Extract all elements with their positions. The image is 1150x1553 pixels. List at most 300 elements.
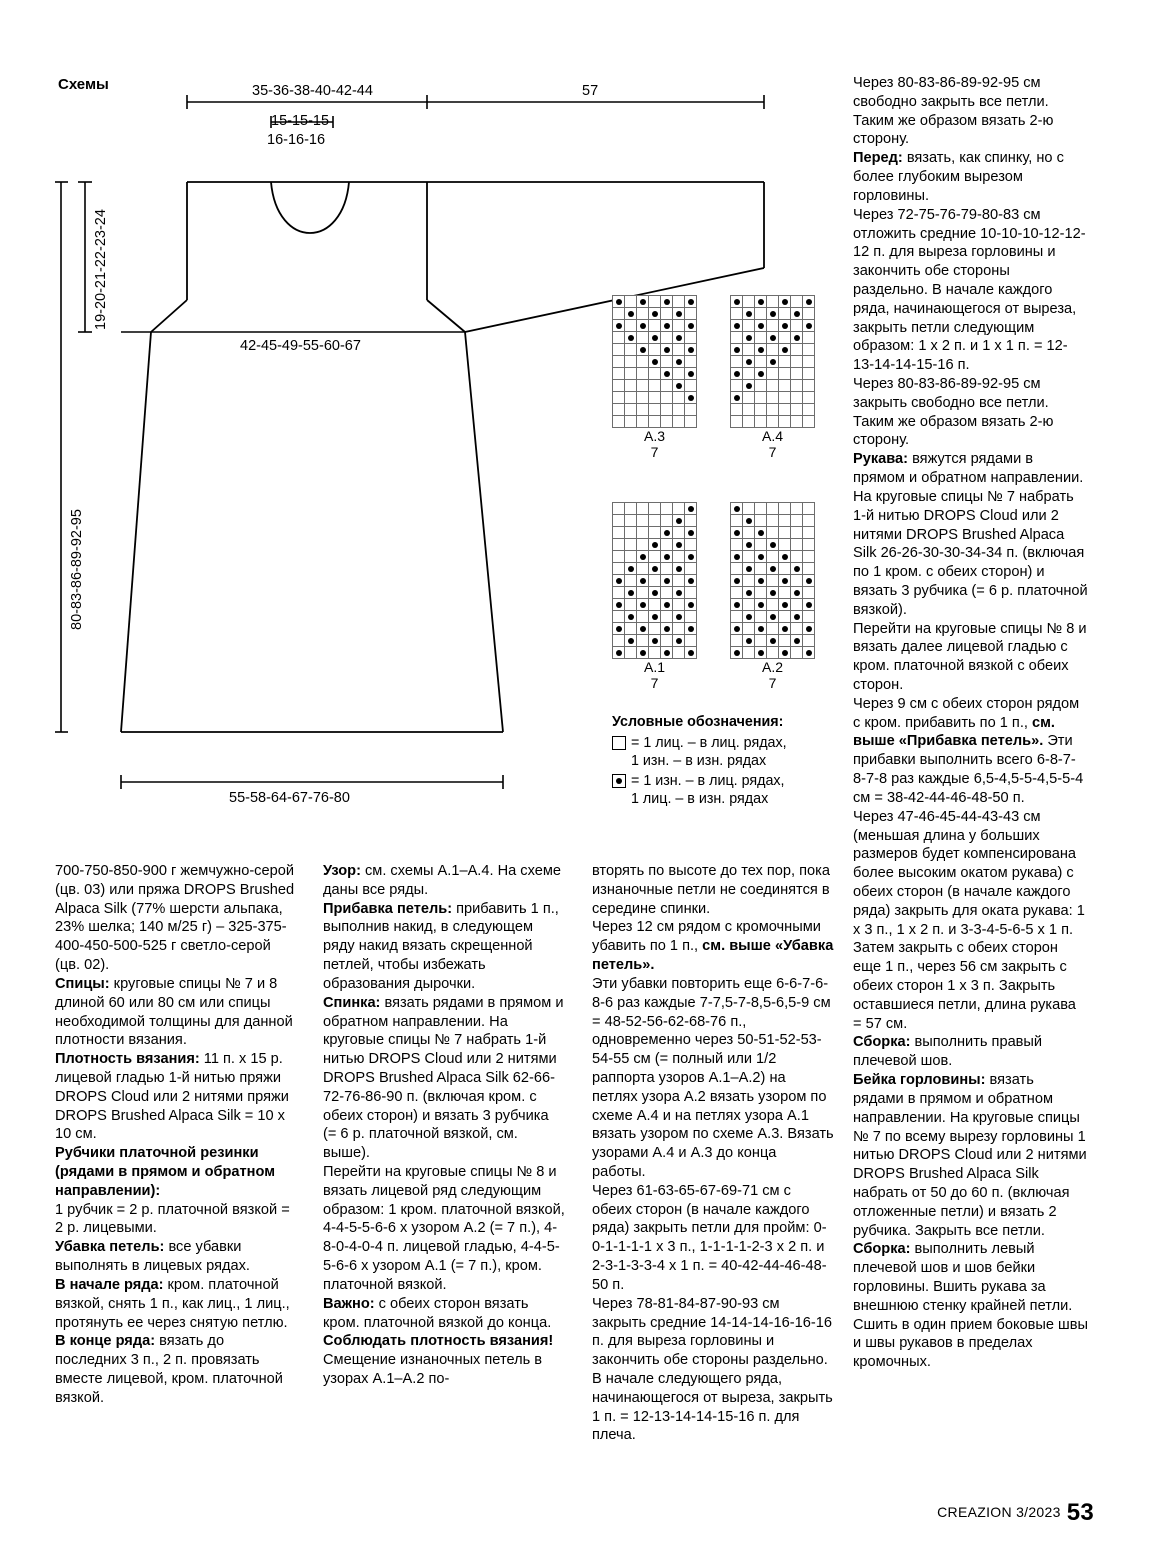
purl-cell (731, 344, 743, 356)
purl-cell (637, 320, 649, 332)
knit-cell (649, 599, 661, 611)
purl-dot-icon (770, 566, 776, 572)
purl-cell (731, 575, 743, 587)
purl-dot-icon (640, 323, 646, 329)
right-para-sborka2 (853, 1240, 1088, 1372)
chart-repeat-count: 7 (768, 674, 777, 691)
purl-dot-icon (794, 311, 800, 317)
knit-cell (731, 416, 743, 428)
knit-cell (685, 587, 697, 599)
chart-row (613, 563, 697, 575)
knit-cell (613, 380, 625, 392)
knit-cell (755, 587, 767, 599)
knit-cell (625, 356, 637, 368)
purl-dot-icon (664, 626, 670, 632)
purl-dot-icon (746, 590, 752, 596)
purl-cell (661, 344, 673, 356)
col1-para-ribs (55, 1144, 297, 1200)
purl-cell (755, 551, 767, 563)
purl-dot-icon (794, 638, 800, 644)
knit-cell (625, 599, 637, 611)
col1-label-decrease: Убавка петель: (55, 1239, 165, 1256)
purl-cell (743, 308, 755, 320)
right-text-rukava: вяжутся рядами в прямом и обратном направлении. (853, 451, 1084, 487)
knit-cell (779, 635, 791, 647)
purl-cell (673, 380, 685, 392)
knit-cell (637, 368, 649, 380)
purl-dot-icon (676, 638, 682, 644)
purl-cell (767, 563, 779, 575)
purl-dot-icon (616, 650, 622, 656)
purl-cell (649, 635, 661, 647)
chart-row (613, 368, 697, 380)
chart-grid-a4 (730, 295, 815, 428)
right-label-sborka1: Сборка: (853, 1034, 911, 1051)
purl-dot-icon (758, 554, 764, 560)
knit-cell (613, 551, 625, 563)
knit-cell (743, 623, 755, 635)
knit-cell (661, 356, 673, 368)
knit-cell (791, 416, 803, 428)
purl-cell (649, 308, 661, 320)
knit-cell (637, 539, 649, 551)
instructions-bottom (55, 862, 845, 1502)
purl-cell (755, 623, 767, 635)
legend-symbol-dot-icon (612, 774, 626, 788)
chart-row (731, 404, 815, 416)
schemes-label: Схемы (58, 76, 109, 93)
purl-dot-icon (806, 578, 812, 584)
knit-cell (767, 575, 779, 587)
knit-cell (767, 599, 779, 611)
knit-cell (779, 416, 791, 428)
purl-dot-icon (652, 542, 658, 548)
purl-dot-icon (640, 554, 646, 560)
knit-cell (731, 587, 743, 599)
purl-dot-icon (628, 614, 634, 620)
knit-cell (779, 527, 791, 539)
knit-cell (803, 539, 815, 551)
knit-cell (637, 587, 649, 599)
chart-row (731, 623, 815, 635)
purl-dot-icon (794, 335, 800, 341)
knit-cell (755, 404, 767, 416)
purl-cell (731, 392, 743, 404)
purl-cell (755, 368, 767, 380)
knit-cell (625, 320, 637, 332)
right-label-rukava: Рукава: (853, 451, 909, 468)
knit-cell (743, 344, 755, 356)
chart-row (731, 647, 815, 659)
purl-dot-icon (688, 506, 694, 512)
purl-dot-icon (770, 311, 776, 317)
purl-dot-icon (664, 347, 670, 353)
knit-cell (803, 587, 815, 599)
purl-cell (685, 599, 697, 611)
right-label-sborka2: Сборка: (853, 1241, 911, 1258)
chart-row (731, 503, 815, 515)
purl-cell (803, 320, 815, 332)
knit-cell (755, 503, 767, 515)
knit-cell (767, 320, 779, 332)
purl-cell (637, 551, 649, 563)
purl-cell (755, 320, 767, 332)
knit-cell (755, 416, 767, 428)
purl-dot-icon (664, 578, 670, 584)
knit-cell (673, 647, 685, 659)
col1-text-needles: круговые спицы № 7 и 8 длиной 60 или 80 см или спицы необходимой толщины для данной плотности вязания. (55, 975, 293, 1049)
purl-dot-icon (734, 371, 740, 377)
knit-cell (649, 515, 661, 527)
purl-cell (625, 308, 637, 320)
purl-cell (791, 563, 803, 575)
chart-row (613, 332, 697, 344)
purl-cell (685, 623, 697, 635)
right-para-rukava (853, 450, 1088, 488)
knit-cell (625, 404, 637, 416)
knit-cell (743, 392, 755, 404)
knit-cell (731, 356, 743, 368)
purl-cell (673, 611, 685, 623)
col3-para-4: Через 61-63-65-67-69-71 см с обеих сторон (в начале каждого ряда) закрыть петли для пройм: 0-0-1-1-1-1 х 3 п., 1-1-1-1-2-3 х 2 п. и 2-3-1-3-3-4 х 1 п. = 40-42-44-46-48-50 п. (592, 1182, 827, 1293)
knit-cell (613, 503, 625, 515)
col2-text-important: с обеих сторон вязать кром. платочной вязкой до конца. (323, 1295, 552, 1331)
purl-dot-icon (746, 335, 752, 341)
purl-cell (767, 611, 779, 623)
purl-cell (613, 647, 625, 659)
purl-dot-icon (616, 323, 622, 329)
knit-cell (673, 404, 685, 416)
purl-dot-icon (770, 590, 776, 596)
purl-cell (767, 308, 779, 320)
col2-label-back: Спинка: (323, 994, 381, 1011)
purl-dot-icon (746, 566, 752, 572)
purl-cell (637, 647, 649, 659)
knit-cell (731, 380, 743, 392)
knit-cell (613, 392, 625, 404)
purl-dot-icon (688, 578, 694, 584)
chart-caption (612, 660, 697, 691)
purl-dot-icon (688, 602, 694, 608)
knit-cell (661, 515, 673, 527)
legend-item-knit-line2: 1 изн. – в изн. рядах (631, 753, 767, 769)
right-para-pribavka (853, 695, 1088, 808)
knit-cell (803, 527, 815, 539)
col1-label-needles: Спицы: (55, 975, 110, 992)
purl-dot-icon (652, 566, 658, 572)
right-text-pribavka-pre: Через 9 см с обеих сторон рядом с кром. прибавить по 1 п., (853, 695, 1080, 731)
knit-cell (625, 527, 637, 539)
knit-cell (731, 611, 743, 623)
purl-cell (779, 647, 791, 659)
chart-row (731, 356, 815, 368)
right-para-5: Перейти на круговые спицы № 8 и вязать далее лицевой гладью с кром. платочной вязкой с обеих сторон. (853, 620, 1087, 693)
right-para-2: Через 72-75-76-79-80-83 см отложить средние 10-10-10-12-12-12 п. для выреза горловины и закончить обе стороны раздельно. В начале каждого ряда, начинающегося от выреза, закрыть петли следующим образом: 1 х 2 п. и 1 х 1 п. = 12-13-14-14-15-16 п. (853, 206, 1086, 374)
col1-para-rowend (55, 1332, 297, 1407)
purl-dot-icon (616, 578, 622, 584)
knit-cell (755, 515, 767, 527)
knit-cell (661, 539, 673, 551)
purl-dot-icon (806, 626, 812, 632)
purl-cell (767, 356, 779, 368)
purl-cell (731, 647, 743, 659)
knit-cell (743, 647, 755, 659)
knit-cell (625, 647, 637, 659)
purl-dot-icon (676, 518, 682, 524)
purl-dot-icon (652, 614, 658, 620)
col1-para-materials: 700-750-850-900 г жемчужно-серой (цв. 03) или пряжа DROPS Brushed Alpaca Silk (77% шерсти альпака, 23% шелка; 140 м/25 г) – 325-375-400-450-500-525 г светло-серой (цв. 02). (55, 863, 295, 974)
col1-text-rowstart: кром. платочной вязкой, снять 1 п., как лиц., 1 лиц., протянуть ее через снятую петлю. (55, 1276, 290, 1331)
chart-caption (612, 429, 697, 460)
purl-dot-icon (782, 554, 788, 560)
purl-dot-icon (734, 347, 740, 353)
purl-dot-icon (652, 359, 658, 365)
purl-dot-icon (746, 614, 752, 620)
instructions-column-right (853, 74, 1088, 1372)
chart-row (613, 515, 697, 527)
right-para-sborka1 (853, 1033, 1088, 1071)
purl-cell (743, 380, 755, 392)
knit-cell (685, 404, 697, 416)
col1-text-gauge: 11 п. х 15 р. лицевой гладью 1-й нитью пряжи DROPS Cloud или 2 нитями пряжи DROPS Brushed Alpaca Silk = 10 х 10 см. (55, 1051, 289, 1143)
knit-cell (767, 515, 779, 527)
purl-cell (743, 587, 755, 599)
knit-cell (685, 563, 697, 575)
dim-upper-height: 19-20-21-22-23-24 (93, 209, 109, 330)
purl-dot-icon (688, 554, 694, 560)
chart-row (613, 392, 697, 404)
chart-row (731, 320, 815, 332)
purl-dot-icon (734, 506, 740, 512)
purl-cell (685, 647, 697, 659)
right-text-sborka1: выполнить правый плечевой шов. (853, 1034, 1043, 1070)
purl-cell (803, 575, 815, 587)
knit-cell (649, 416, 661, 428)
purl-dot-icon (688, 395, 694, 401)
purl-dot-icon (652, 590, 658, 596)
purl-dot-icon (616, 626, 622, 632)
purl-dot-icon (794, 590, 800, 596)
col1-text-rowend: вязать до последних 3 п., 2 п. провязать вместе лицевой, кром. платочной вязкой. (55, 1333, 283, 1406)
knit-cell (791, 404, 803, 416)
knit-cell (803, 563, 815, 575)
purl-cell (673, 587, 685, 599)
purl-dot-icon (782, 299, 788, 305)
purl-cell (755, 344, 767, 356)
legend-title: Условные обозначения: (612, 714, 784, 730)
purl-dot-icon (688, 626, 694, 632)
knit-cell (803, 368, 815, 380)
purl-dot-icon (734, 650, 740, 656)
knit-cell (661, 563, 673, 575)
purl-dot-icon (770, 335, 776, 341)
knit-cell (613, 515, 625, 527)
knit-cell (755, 356, 767, 368)
knit-cell (613, 332, 625, 344)
dim-chest: 42-45-49-55-60-67 (240, 338, 361, 354)
col1-label-gauge: Плотность вязания: (55, 1051, 200, 1068)
knit-cell (779, 587, 791, 599)
purl-dot-icon (688, 371, 694, 377)
knit-cell (673, 320, 685, 332)
knit-cell (625, 539, 637, 551)
knit-cell (767, 503, 779, 515)
purl-dot-icon (782, 602, 788, 608)
knit-cell (649, 647, 661, 659)
knit-cell (743, 404, 755, 416)
knit-cell (767, 551, 779, 563)
knit-cell (731, 563, 743, 575)
knit-cell (685, 635, 697, 647)
knit-cell (803, 344, 815, 356)
purl-dot-icon (640, 626, 646, 632)
purl-dot-icon (640, 347, 646, 353)
chart-row (731, 635, 815, 647)
knit-cell (649, 380, 661, 392)
chart-row (731, 587, 815, 599)
knit-cell (779, 539, 791, 551)
purl-cell (731, 527, 743, 539)
purl-cell (613, 296, 625, 308)
purl-dot-icon (676, 542, 682, 548)
purl-cell (791, 587, 803, 599)
purl-dot-icon (664, 554, 670, 560)
col2-label-pattern: Узор: (323, 863, 361, 879)
chart-row (613, 344, 697, 356)
knit-cell (625, 368, 637, 380)
purl-cell (649, 332, 661, 344)
dim-neck-a: 15-15-15 (271, 113, 330, 129)
col1-text-decrease: все убавки выполнять в лицевых рядах. (55, 1239, 250, 1275)
knit-cell (755, 635, 767, 647)
col2-label-important: Важно: (323, 1295, 375, 1312)
purl-dot-icon (628, 590, 634, 596)
chart-row (731, 563, 815, 575)
knit-cell (791, 515, 803, 527)
chart-row (613, 551, 697, 563)
chart-a1 (612, 502, 697, 691)
purl-cell (673, 515, 685, 527)
dim-top-right: 57 (582, 83, 599, 99)
knit-cell (767, 392, 779, 404)
knit-cell (613, 563, 625, 575)
knit-cell (649, 503, 661, 515)
right-para-6: Через 47-46-45-44-43-43 см (меньшая длина у больших размеров будет компенсирована более высоким окатом рукава) с обеих сторон (в начале каждого ряда) закрыть для оката рукава: 1 х 3 п., 1 х 2 п. и 3-3-4-5-6-5 х 1 п. Затем закрыть с обеих сторон еще 1 п., через 56 см закрыть с обеих сторон 1 х 3 п. Закрыть оставшиеся петли, длина рукава = 57 см. (853, 808, 1085, 1032)
purl-dot-icon (806, 323, 812, 329)
chart-row (731, 539, 815, 551)
knit-cell (803, 404, 815, 416)
purl-cell (779, 320, 791, 332)
knit-cell (731, 404, 743, 416)
chart-name: A.2 (761, 659, 783, 675)
purl-dot-icon (616, 299, 622, 305)
knit-cell (743, 416, 755, 428)
knit-cell (637, 515, 649, 527)
purl-dot-icon (652, 311, 658, 317)
knit-cell (637, 635, 649, 647)
purl-dot-icon (676, 590, 682, 596)
knit-cell (803, 308, 815, 320)
knit-cell (767, 647, 779, 659)
purl-cell (803, 647, 815, 659)
knit-cell (731, 332, 743, 344)
knit-cell (743, 551, 755, 563)
col2-para-gauge-note (323, 1332, 565, 1351)
col1-para-decrease (55, 1238, 297, 1276)
knit-cell (731, 539, 743, 551)
purl-dot-icon (688, 530, 694, 536)
purl-cell (779, 623, 791, 635)
knit-cell (613, 587, 625, 599)
col2-text-pattern: см. схемы А.1–А.4. На схеме даны все ряды. (323, 863, 561, 898)
purl-dot-icon (758, 578, 764, 584)
knit-cell (685, 308, 697, 320)
knit-cell (791, 647, 803, 659)
purl-dot-icon (734, 299, 740, 305)
knit-cell (791, 527, 803, 539)
knit-cell (637, 527, 649, 539)
col2-label-increase: Прибавка петель: (323, 900, 453, 917)
right-text-pribavka-post: Эти прибавки выполнить всего 6-8-7-8-7-8 раз каждые 6,5-4,5-5-4,5-5-4 см = 38-42-44-46-48-50 п. (853, 733, 1084, 806)
chart-row (613, 587, 697, 599)
knit-cell (661, 587, 673, 599)
knit-cell (803, 356, 815, 368)
col1-para-rowstart (55, 1276, 297, 1332)
chart-row (731, 416, 815, 428)
knit-cell (673, 527, 685, 539)
knit-cell (755, 392, 767, 404)
purl-dot-icon (640, 578, 646, 584)
purl-cell (661, 527, 673, 539)
knit-cell (791, 356, 803, 368)
purl-dot-icon (770, 542, 776, 548)
col2-para-pattern (323, 862, 565, 900)
knit-cell (791, 503, 803, 515)
right-para-beyka (853, 1071, 1088, 1240)
col1-text-ribs: 1 рубчик = 2 р. платочной вязкой = 2 р. лицевыми. (55, 1201, 290, 1237)
chart-row (613, 320, 697, 332)
purl-dot-icon (782, 626, 788, 632)
right-label-beyka: Бейка горловины: (853, 1072, 986, 1089)
purl-dot-icon (758, 347, 764, 353)
purl-cell (673, 356, 685, 368)
purl-cell (791, 308, 803, 320)
purl-dot-icon (758, 299, 764, 305)
knit-cell (613, 404, 625, 416)
knit-cell (731, 635, 743, 647)
purl-cell (673, 635, 685, 647)
purl-cell (673, 539, 685, 551)
knit-cell (791, 368, 803, 380)
knit-cell (731, 308, 743, 320)
purl-dot-icon (628, 566, 634, 572)
instructions-column-3 (592, 862, 834, 1445)
knit-cell (685, 356, 697, 368)
purl-dot-icon (758, 530, 764, 536)
knit-cell (613, 539, 625, 551)
knit-cell (803, 416, 815, 428)
right-para-3: Через 80-83-86-89-92-95 см закрыть свободно все петли. Таким же образом вязать 2-ю сторону. (853, 376, 1054, 449)
knit-cell (637, 308, 649, 320)
col3-ref-decrease: см. выше «Убавка петель». (592, 938, 834, 974)
knit-cell (755, 380, 767, 392)
knit-cell (625, 623, 637, 635)
knit-cell (625, 392, 637, 404)
purl-cell (779, 296, 791, 308)
knit-cell (791, 599, 803, 611)
purl-dot-icon (688, 299, 694, 305)
chart-row (731, 392, 815, 404)
